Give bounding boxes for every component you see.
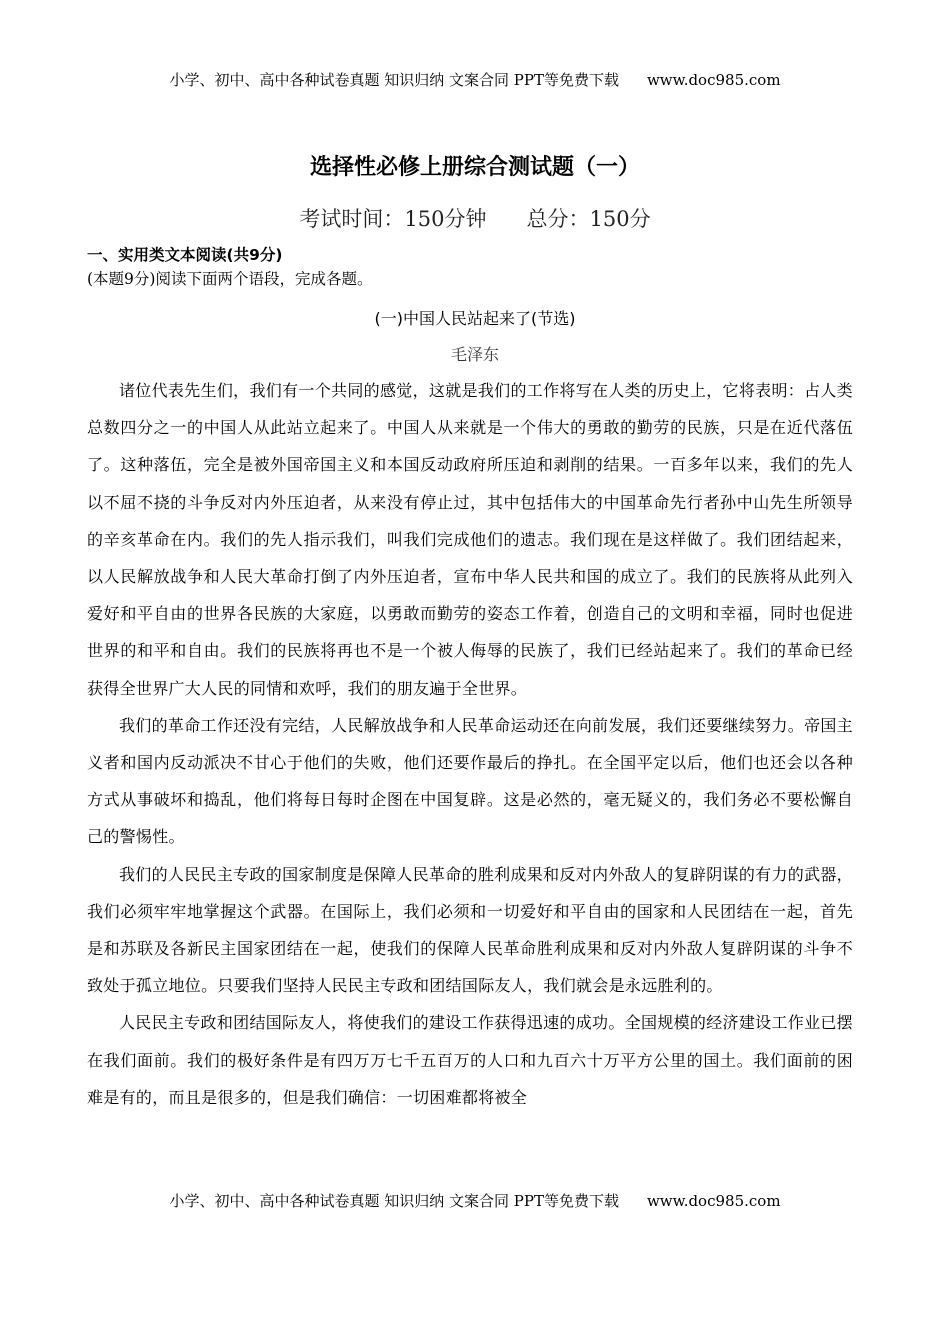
section-heading: 一、实用类文本阅读(共9分) bbox=[87, 246, 283, 264]
passage-author: 毛泽东 bbox=[450, 345, 499, 364]
exam-meta bbox=[0, 203, 950, 233]
total-score: 总分：150分 bbox=[526, 207, 651, 231]
page-footer bbox=[0, 1190, 950, 1211]
exam-time: 考试时间：150分钟 bbox=[299, 207, 487, 231]
passage-body bbox=[87, 372, 853, 1116]
header-url[interactable]: www.doc985.com bbox=[646, 71, 781, 89]
paragraph: 人民民主专政和团结国际友人，将使我们的建设工作获得迅速的成功。全国规模的经济建设工作业已摆在我们面前。我们的极好条件是有四万万七千五百万的人口和九百六十万平方公里的国土。我们面前的困难是有的，而且是很多的，但是我们确信：一切困难都将被全 bbox=[87, 1013, 853, 1107]
page-header bbox=[0, 69, 950, 90]
paragraph: 我们的革命工作还没有完结，人民解放战争和人民革命运动还在向前发展，我们还要继续努力。帝国主义者和国内反动派决不甘心于他们的失败，他们还要作最后的挣扎。在全国平定以后，他们也还会以各种方式从事破坏和捣乱，他们将每日每时企图在中国复辟。这是必然的，毫无疑义的，我们务必不要松懈自己的警惕性。 bbox=[87, 715, 853, 847]
document-title: 选择性必修上册综合测试题（一） bbox=[309, 155, 640, 180]
header-text: 小学、初中、高中各种试卷真题 知识归纳 文案合同 PPT等免费下载 bbox=[169, 71, 619, 89]
footer-text: 小学、初中、高中各种试卷真题 知识归纳 文案合同 PPT等免费下载 bbox=[169, 1192, 619, 1210]
paragraph: 我们的人民民主专政的国家制度是保障人民革命的胜利成果和反对内外敌人的复辟阴谋的有力的武器，我们必须牢牢地掌握这个武器。在国际上，我们必须和一切爱好和平自由的国家和人民团结在一起，首先是和苏联及各新民主国家团结在一起，使我们的保障人民革命胜利成果和反对内外敌人复辟阴谋的斗争不致处于孤立地位。只要我们坚持人民民主专政和团结国际友人，我们就会是永远胜利的。 bbox=[87, 864, 853, 996]
paragraph: 诸位代表先生们，我们有一个共同的感觉，这就是我们的工作将写在人类的历史上，它将表明：占人类总数四分之一的中国人从此站立起来了。中国人从来就是一个伟大的勇敢的勤劳的民族，只是在近代落伍了。这种落伍，完全是被外国帝国主义和本国反动政府所压迫和剥削的结果。一百多年以来，我们的先人以不屈不挠的斗争反对内外压迫者，从来没有停止过，其中包括伟大的中国革命先行者孙中山先生所领导的辛亥革命在内。我们的先人指示我们，叫我们完成他们的遗志。我们现在是这样做了。我们团结起来，以人民解放战争和人民大革命打倒了内外压迫者，宣布中华人民共和国的成立了。我们的民族将从此列入爱好和平自由的世界各民族的大家庭，以勇敢而勤劳的姿态工作着，创造自己的文明和幸福，同时也促进世界的和平和自由。我们的民族将再也不是一个被人侮辱的民族了，我们已经站起来了。我们的革命已经获得全世界广大人民的同情和欢呼，我们的朋友遍于全世界。 bbox=[87, 381, 853, 698]
passage-title: (一)中国人民站起来了(节选) bbox=[374, 309, 576, 328]
section-instruction: (本题9分)阅读下面两个语段，完成各题。 bbox=[87, 270, 373, 288]
footer-url[interactable]: www.doc985.com bbox=[646, 1192, 781, 1210]
